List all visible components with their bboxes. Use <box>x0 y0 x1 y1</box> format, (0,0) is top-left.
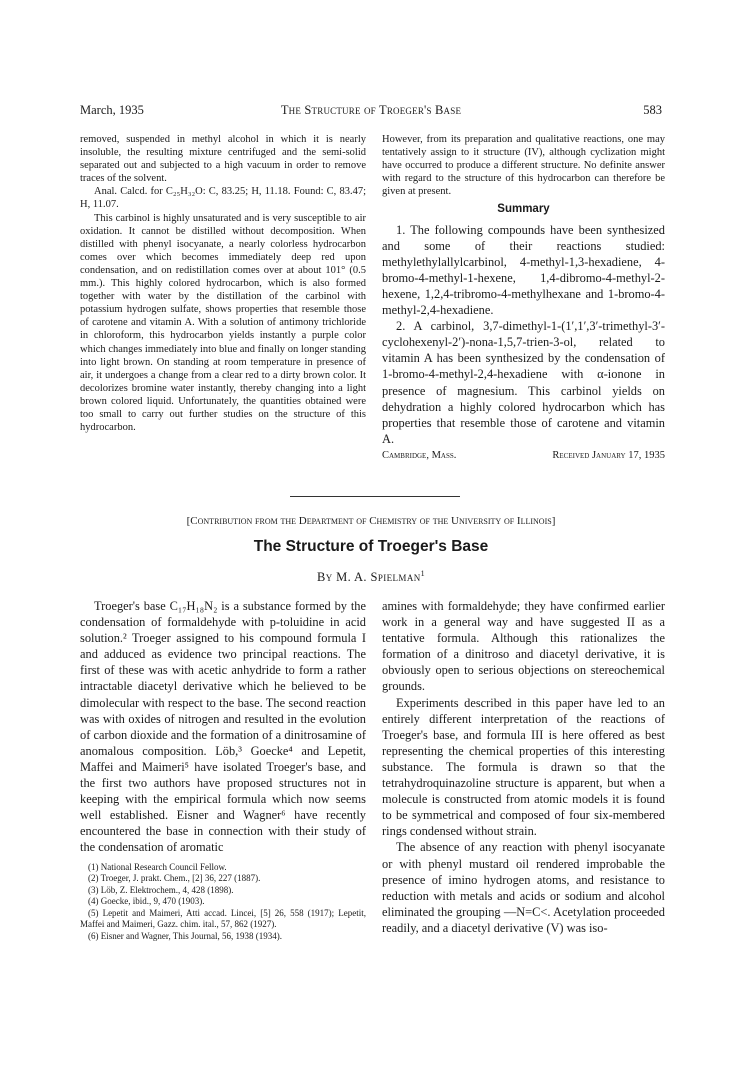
page-number: 583 <box>643 103 662 117</box>
contribution-line: [Contribution from the Department of Chemistry of the University of Illinois] <box>186 515 556 527</box>
summary-item: 2. A carbinol, 3,7-dimethyl-1-(1′,1′,3′-trimethyl-3′-cyclohexenyl-2′)-nona-1,5,7-trien-3-ol, related to vitamin A has been synthesized by the condensation of 1-bromo-4-methyl-2,4-hexadiene with α-ionone in presence of magnesium. This carbinol yields on dehydration a highly colored hydrocarbon which has properties that resemble those of carotene and vitamin A. <box>382 319 665 446</box>
article-left-column <box>80 598 366 943</box>
summary-item: 1. The following compounds have been synthesized and some of their reactions studied: methylethylallylcarbinol, 4-methyl-1,3-hexadiene, 4-bromo-4-methyl-1-hexene, 1,4-dibromo-4-methyl-2-hexene, 1,2,4-tribromo-4-methylhexane and 1-bromo-4-methyl-2,4-hexadiene. <box>382 222 665 318</box>
footnote: (1) National Research Council Fellow. <box>88 861 227 872</box>
article-divider <box>290 496 460 497</box>
footnotes <box>80 862 366 943</box>
footnote: (6) Eisner and Wagner, This Journal, 56, 1938 (1934). <box>88 931 283 942</box>
footnote: (4) Goecke, ibid., 9, 470 (1903). <box>88 896 205 907</box>
previous-article-right-column <box>382 133 665 463</box>
author-name: By M. A. Spielman <box>316 570 421 584</box>
affiliation-line <box>382 449 665 463</box>
article-title: The Structure of Troeger's Base <box>253 538 489 555</box>
footnote: (3) Löb, Z. Elektrochem., 4, 428 (1898). <box>88 884 234 895</box>
received-date: Received January 17, 1935 <box>552 449 665 461</box>
paragraph: This carbinol is highly unsaturated and is very susceptible to air oxidation. It cannot be distilled without decomposition. When distilled with phenyl isocyanate, a nearly colorless hydrocarbon comes over which becomes immediately deep red upon condensation, and on redistillation comes over at about 101° (0.5 mm.). This highly colored hydrocarbon, which is also formed together with water by the distillation of the carbinol with potassium hydrogen sulfate, shows properties that resemble those of carotene and vitamin A. With a solution of antimony trichloride in chloroform, this hydrocarbon yields instantly a purple color which changes immediately into blue and finally on longer standing into light brown. On standing at room temperature in presence of air, it undergoes a change from a clear red to a dirty brown color. It decolorizes bromine water instantly, thereby changing into a light brown colored liquid. Unfortunately, the quantities obtained were too small to carry out further studies on the structure of this hydrocarbon. <box>80 212 366 434</box>
header-date: March, 1935 <box>80 103 144 117</box>
author-footnote-mark: 1 <box>420 568 426 578</box>
article-right-column <box>382 598 665 936</box>
paragraph: The absence of any reaction with phenyl isocyanate or with phenyl mustard oil rendered improbable the presence of imino hydrogen atoms, and resistance to reduction with metals and acids or sodium and alcohol eliminated the grouping —N=C<. Acetylation proceeded readily, and a diacetyl derivative (V) was iso- <box>382 840 665 935</box>
analysis-paragraph: Anal. Calcd. for C₂₅H₃₂O: C, 83.25; H, 11.18. Found: C, 83.47; H, 11.07. <box>80 186 366 211</box>
running-header <box>80 103 662 119</box>
paragraph: However, from its preparation and qualitative reactions, one may tentatively assign to it structure (IV), although cyclization might have occurred to produce a different structure. No definite answer with regard to the structure of this hydrocarbon can therefore be given at present. <box>382 134 665 198</box>
header-title: The Structure of Troeger's Base <box>280 103 462 117</box>
place: Cambridge, Mass. <box>382 449 457 461</box>
previous-article-left-column <box>80 133 366 434</box>
footnote: (2) Troeger, J. prakt. Chem., [2] 36, 227 (1887). <box>88 873 261 884</box>
paragraph: Troeger's base C₁₇H₁₈N₂ is a substance formed by the condensation of formaldehyde with p-toluidine in acid solution.² Troeger assigned to his compound formula I and adduced as evidence two principal reactions. The first of these was with acetic anhydride to form a rather intractable diacetyl derivative which he believed to be dimolecular with respect to the base. The second reaction was with oxides of nitrogen and resulted in the evolution of carbon dioxide and the formation of a dinitrosamine of anomalous composition. Löb,³ Goecke⁴ and Lepetit, Maffei and Maimeri⁵ have isolated Troeger's base, and the first two authors have proposed structures not in keeping with the empirical formula which now seems well established. Eisner and Wagner⁶ have recently encountered the base in connection with their study of the condensation of aromatic <box>80 599 366 855</box>
paragraph: Experiments described in this paper have led to an entirely different interpretation of the reactions of Troeger's base, and formula III is here offered as best representing the chemical properties of this interesting substance. The formula is drawn so that the tetrahydroquinazoline structure is apparent, but when a molecule is constructed from atomic models it is found to be symmetrical and composed of four six-membered rings condensed without strain. <box>382 695 665 839</box>
summary-heading: Summary <box>497 203 550 216</box>
paragraph: removed, suspended in methyl alcohol in which it is nearly insoluble, the resulting mixture centrifuged and the semi-solid separated out and subjected to a high vacuum in order to remove traces of the solvent. <box>80 134 366 185</box>
author-byline <box>80 570 662 585</box>
paragraph: amines with formaldehyde; they have confirmed earlier work in a general way and have suggested II as a tentative formula. Although this rationalizes the formation of a dinitroso and diacetyl derivative, it is obviously open to serious objections on stereochemical grounds. <box>382 599 665 694</box>
footnote: (5) Lepetit and Maimeri, Atti accad. Lincei, [5] 26, 558 (1917); Lepetit, Maffei and Maimeri, Gazz. chim. ital., 57, 862 (1927). <box>80 907 366 930</box>
